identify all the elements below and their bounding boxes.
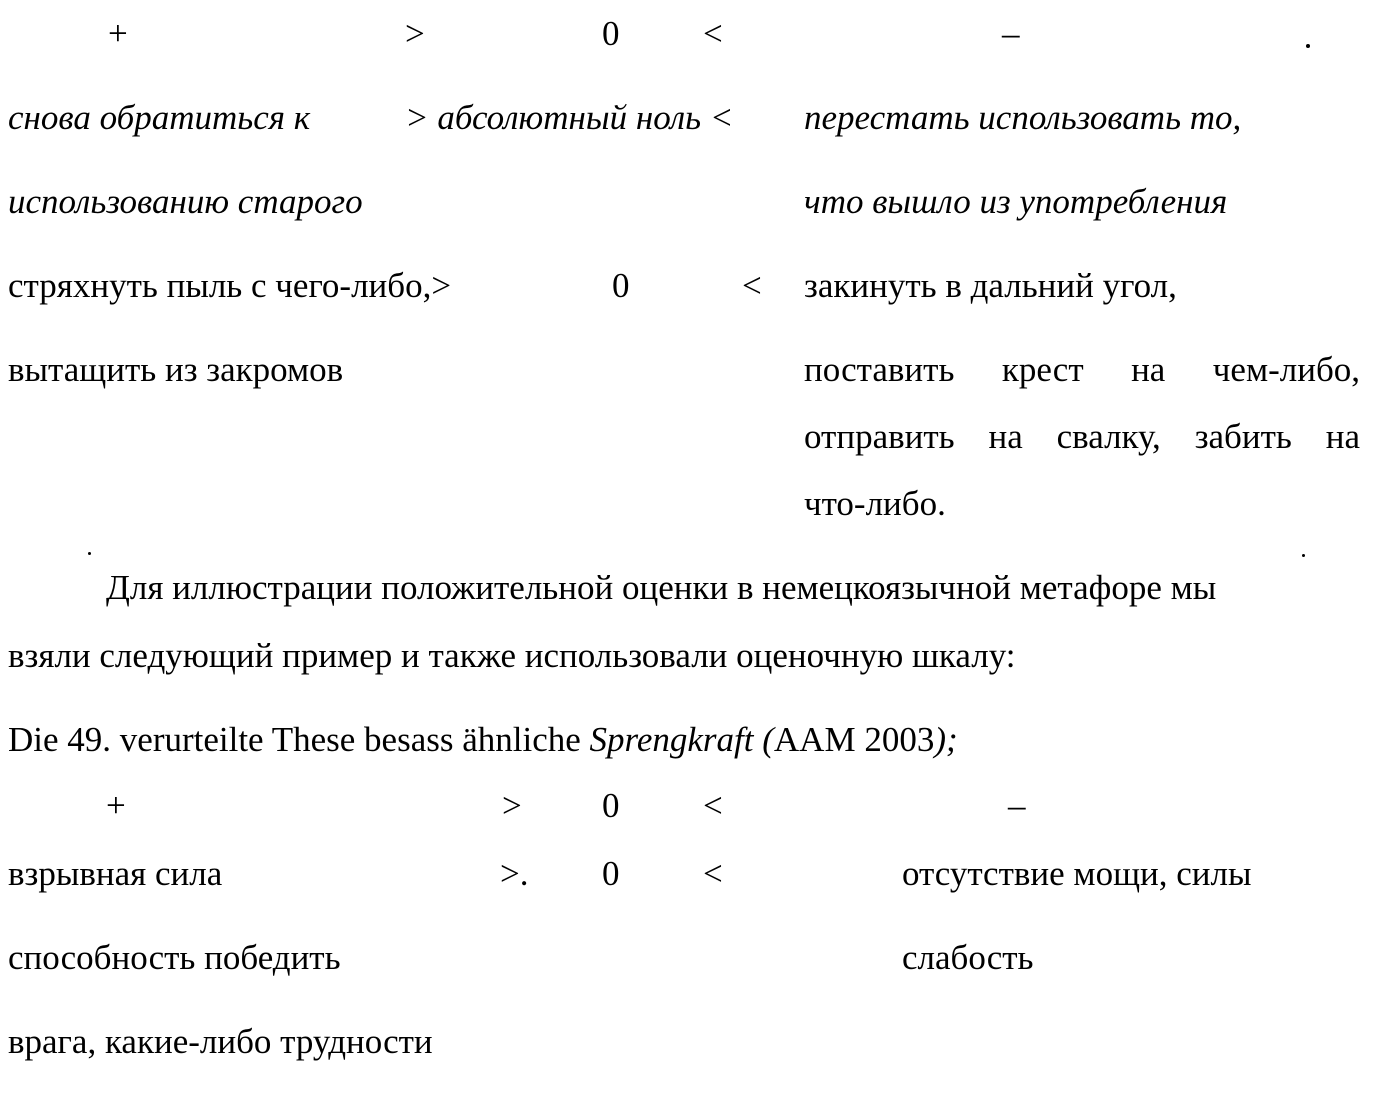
- scale1-minus-sign: –: [1002, 14, 1020, 53]
- scale1-row3-zero: 0: [612, 266, 630, 305]
- scale1-row1-right: перестать использовать то,: [804, 98, 1242, 137]
- scale2-lt-sign: <: [703, 786, 723, 825]
- example-source: AAM 2003: [773, 720, 935, 759]
- scale2-row1-zero: 0: [602, 854, 620, 893]
- scan-speck: [88, 552, 91, 555]
- scale2-row2-right: слабость: [902, 938, 1034, 977]
- scan-speck: [1302, 554, 1305, 557]
- scale1-row6-right: что-либо.: [804, 484, 946, 523]
- example-suffix: );: [934, 720, 958, 759]
- scale2-zero: 0: [602, 786, 620, 825]
- scale1-row2-right: что вышло из употребления: [804, 182, 1228, 221]
- example-sentence: [8, 722, 958, 757]
- scale1-row4-right: поставить крест на чем-либо,: [804, 350, 1360, 389]
- scale1-plus-sign: +: [108, 14, 128, 53]
- scale1-row3-left: стряхнуть пыль с чего-либо,>: [8, 266, 452, 305]
- scale1-zero: 0: [602, 14, 620, 53]
- scale1-lt-sign: <: [703, 14, 723, 53]
- scale1-row3-lt-sign: <: [742, 266, 762, 305]
- scale2-minus-sign: –: [1008, 786, 1026, 825]
- scale2-gt-sign: >: [502, 786, 522, 825]
- paragraph-line1: Для иллюстрации положительной оценки в немецкоязычной метафоре мы: [106, 568, 1217, 607]
- scale1-row4-left: вытащить из закромов: [8, 350, 344, 389]
- scale1-gt-sign: >: [405, 14, 425, 53]
- scale2-row3-left: врага, какие-либо трудности: [8, 1022, 433, 1061]
- scale2-row1-gt-sign: >.: [500, 854, 529, 893]
- scale2-row1-left: взрывная сила: [8, 854, 223, 893]
- scale1-row3-right: закинуть в дальний угол,: [804, 266, 1177, 305]
- scale2-plus-sign: +: [106, 786, 126, 825]
- scale1-row5-right: отправить на свалку, забить на: [804, 417, 1360, 456]
- scale1-row1-mid: > абсолютный ноль <: [405, 98, 734, 137]
- example-paren-open: (: [753, 720, 774, 759]
- scale2-row1-lt-sign: <: [703, 854, 723, 893]
- example-prefix: Die 49. verurteilte These besass ähnliche: [8, 720, 590, 759]
- scan-speck: [1306, 44, 1310, 48]
- scale1-row2-left: использованию старого: [8, 182, 363, 221]
- scale1-row1-left: снова обратиться к: [8, 98, 311, 137]
- example-keyword: Sprengkraft: [589, 720, 754, 759]
- scale2-row1-right: отсутствие мощи, силы: [902, 854, 1252, 893]
- paragraph-line2: взяли следующий пример и также использовали оценочную шкалу:: [8, 636, 1016, 675]
- scale2-row2-left: способность победить: [8, 938, 341, 977]
